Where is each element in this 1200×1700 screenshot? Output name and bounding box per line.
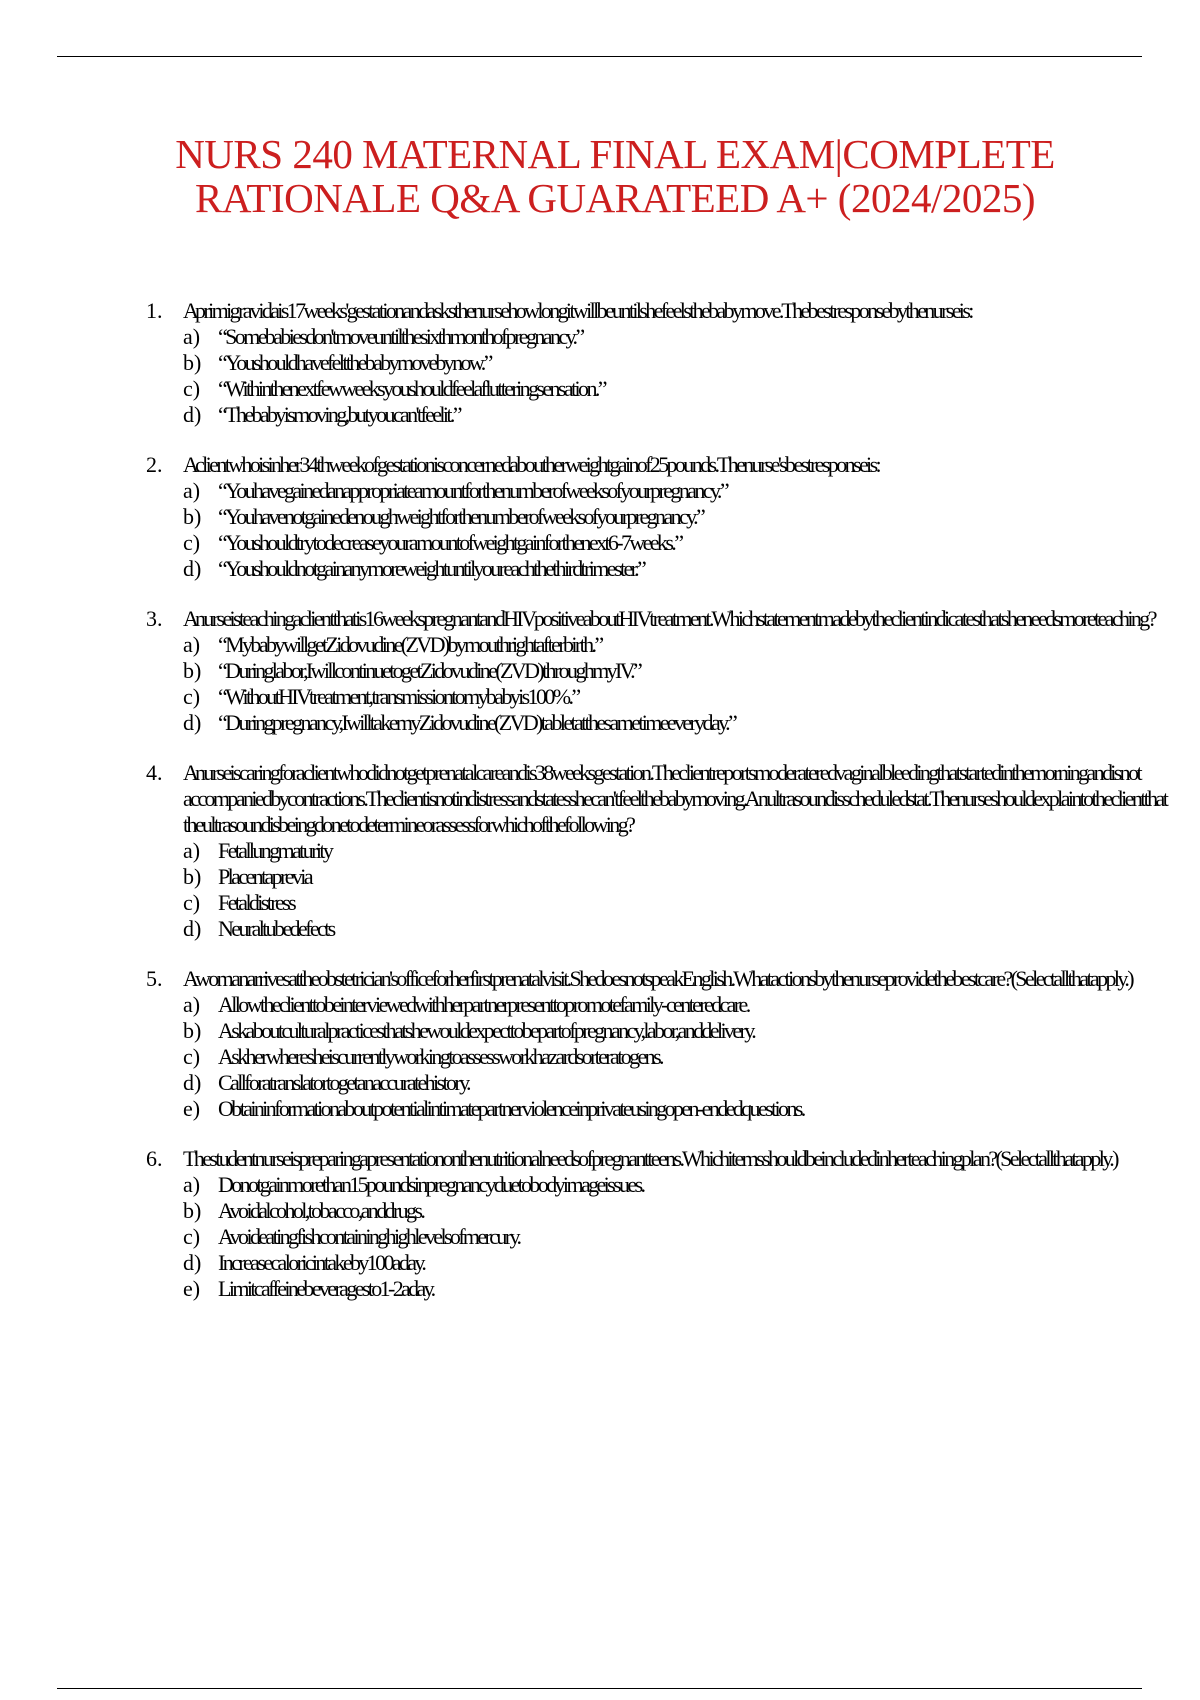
- option-letter: e): [183, 1096, 201, 1121]
- answer-option: [183, 864, 1196, 890]
- answer-option: [183, 376, 1196, 402]
- option-list: [183, 1172, 1196, 1302]
- option-letter: b): [183, 1018, 202, 1043]
- option-letter: c): [183, 376, 201, 401]
- answer-option: [183, 1198, 1196, 1224]
- answer-option: [183, 916, 1196, 942]
- option-letter: a): [183, 992, 201, 1017]
- option-text: “You have gained an appropriate amount for the number of weeks of your pregnancy.”: [218, 478, 727, 503]
- option-list: [183, 992, 1196, 1122]
- answer-option: [183, 556, 1196, 582]
- answer-option: [183, 838, 1196, 864]
- option-letter: a): [183, 478, 201, 503]
- answer-option: [183, 530, 1196, 556]
- title-line-1: NURS 240 MATERNAL FINAL EXAM|COMPLETE: [175, 131, 1055, 177]
- answer-option: [183, 1096, 1196, 1122]
- question-number: 6.: [146, 1146, 163, 1171]
- title-line-2: RATIONALE Q&A GUARATEED A+ (2024/2025): [194, 175, 1036, 221]
- option-text: “You have not gained enough weight for the number of weeks of your pregnancy.”: [218, 504, 704, 529]
- option-letter: a): [183, 1172, 201, 1197]
- question-item: [146, 1146, 1196, 1302]
- option-letter: c): [183, 530, 201, 555]
- answer-option: [183, 1250, 1196, 1276]
- option-text: “The baby is moving, but you can't feel it.”: [218, 402, 460, 427]
- answer-option: [183, 350, 1196, 376]
- question-number: 4.: [146, 760, 163, 785]
- question-list: [146, 298, 1196, 1326]
- option-text: Avoid alcohol, tobacco, and drugs.: [218, 1198, 424, 1223]
- option-text: Ask her where she is currently working to assess work hazards or teratogens.: [218, 1044, 662, 1069]
- option-letter: c): [183, 890, 201, 915]
- answer-option: [183, 1018, 1196, 1044]
- option-text: Neural tube defects: [218, 916, 334, 941]
- question-item: [146, 760, 1196, 942]
- option-text: “Without HIV treatment, transmission to my baby is 100%.”: [218, 684, 579, 709]
- option-letter: a): [183, 324, 201, 349]
- question-item: [146, 966, 1196, 1122]
- option-letter: b): [183, 504, 202, 529]
- answer-option: [183, 1070, 1196, 1096]
- answer-option: [183, 324, 1196, 350]
- question-stem: The student nurse is preparing a presentation on the nutritional needs of pregnant teens. Which items should be included in her teaching plan? (Select all that apply.): [183, 1146, 1117, 1171]
- answer-option: [183, 1172, 1196, 1198]
- answer-option: [183, 402, 1196, 428]
- option-text: “Within the next few weeks you should feel a fluttering sensation.”: [218, 376, 605, 401]
- option-text: Avoid eating fish containing high levels of mercury.: [218, 1224, 520, 1249]
- option-letter: d): [183, 556, 202, 581]
- question-stem: A primigravida is 17 weeks' gestation and asks the nurse how long it will be until she feels the baby move. The best response by the nurse is:: [183, 298, 972, 323]
- option-text: Do not gain more than 15 pounds in pregnancy due to body image issues.: [218, 1172, 644, 1197]
- option-list: [183, 478, 1196, 582]
- option-text: “You should have felt the baby move by now.”: [218, 350, 491, 375]
- answer-option: [183, 1276, 1196, 1302]
- option-letter: c): [183, 684, 201, 709]
- option-letter: d): [183, 402, 202, 427]
- option-letter: d): [183, 1070, 202, 1095]
- answer-option: [183, 684, 1196, 710]
- option-letter: c): [183, 1224, 201, 1249]
- option-list: [183, 838, 1196, 942]
- option-letter: b): [183, 1198, 202, 1223]
- option-list: [183, 324, 1196, 428]
- option-text: Fetal distress: [218, 890, 295, 915]
- question-stem: A client who is in her 34th week of gestation is concerned about her weight gain of 25 pounds. The nurse's best response is:: [183, 452, 880, 477]
- option-letter: b): [183, 350, 202, 375]
- top-rule: [57, 56, 1142, 57]
- option-text: “My baby will get Zidovudine (ZVD) by mouth right after birth.”: [218, 632, 602, 657]
- question-item: [146, 298, 1196, 428]
- option-text: Ask about cultural practices that she would expect to be part of pregnancy, labor, and delivery.: [218, 1018, 755, 1043]
- option-text: Allow the client to be interviewed with her partner present to promote family-centered care.: [218, 992, 749, 1017]
- option-text: Placenta previa: [218, 864, 311, 889]
- option-letter: d): [183, 916, 202, 941]
- option-text: Fetal lung maturity: [218, 838, 332, 863]
- answer-option: [183, 658, 1196, 684]
- answer-option: [183, 504, 1196, 530]
- option-letter: c): [183, 1044, 201, 1069]
- document-title: [80, 132, 1150, 220]
- option-text: Call for a translator to get an accurate history.: [218, 1070, 469, 1095]
- option-list: [183, 632, 1196, 736]
- answer-option: [183, 632, 1196, 658]
- option-text: “During pregnancy, I will take my Zidovudine (ZVD) tablet at the same time every day.”: [218, 710, 736, 735]
- question-stem: A nurse is caring for a client who did not get prenatal care and is 38 weeks gestation. The client reports moderate red vaginal bleeding that started in the morning and is not accompanied by contractions. The client is not in distress and states she can't feel the baby moving. An ultrasound is scheduled stat. The nurse should explain to the client that the ultrasound is being done to determine or assess for which of the following?: [183, 760, 1167, 837]
- option-letter: b): [183, 658, 202, 683]
- answer-option: [183, 478, 1196, 504]
- answer-option: [183, 710, 1196, 736]
- bottom-rule: [57, 1688, 1142, 1689]
- question-number: 5.: [146, 966, 163, 991]
- question-item: [146, 606, 1196, 736]
- question-number: 1.: [146, 298, 163, 323]
- question-stem: A nurse is teaching a client that is 16 weeks pregnant and HIV positive about HIV treatment. Which statement made by the client indicates that she needs more teaching?: [183, 606, 1155, 631]
- question-item: [146, 452, 1196, 582]
- option-text: Obtain information about potential intimate partner violence in private using open-ended questions.: [218, 1096, 804, 1121]
- question-number: 3.: [146, 606, 163, 631]
- option-letter: d): [183, 1250, 202, 1275]
- option-text: Increase caloric intake by 100 a day.: [218, 1250, 425, 1275]
- answer-option: [183, 1044, 1196, 1070]
- question-number: 2.: [146, 452, 163, 477]
- option-text: Limit caffeine beverages to 1-2 a day.: [218, 1276, 434, 1301]
- answer-option: [183, 1224, 1196, 1250]
- option-text: “You should try to decrease your amount of weight gain for the next 6-7 weeks.”: [218, 530, 682, 555]
- question-stem: A woman arrives at the obstetrician's office for her first prenatal visit. She does not speak English. What actions by the nurse provide the best care? (Select all that apply.): [183, 966, 1133, 991]
- option-letter: e): [183, 1276, 201, 1301]
- option-text: “You should not gain any more weight until you reach the third trimester.”: [218, 556, 645, 581]
- answer-option: [183, 890, 1196, 916]
- answer-option: [183, 992, 1196, 1018]
- option-letter: a): [183, 838, 201, 863]
- option-letter: d): [183, 710, 202, 735]
- option-letter: b): [183, 864, 202, 889]
- option-letter: a): [183, 632, 201, 657]
- option-text: “Some babies don't move until the sixth month of pregnancy.”: [218, 324, 583, 349]
- option-text: “During labor, I will continue to get Zidovudine (ZVD) through my IV.”: [218, 658, 641, 683]
